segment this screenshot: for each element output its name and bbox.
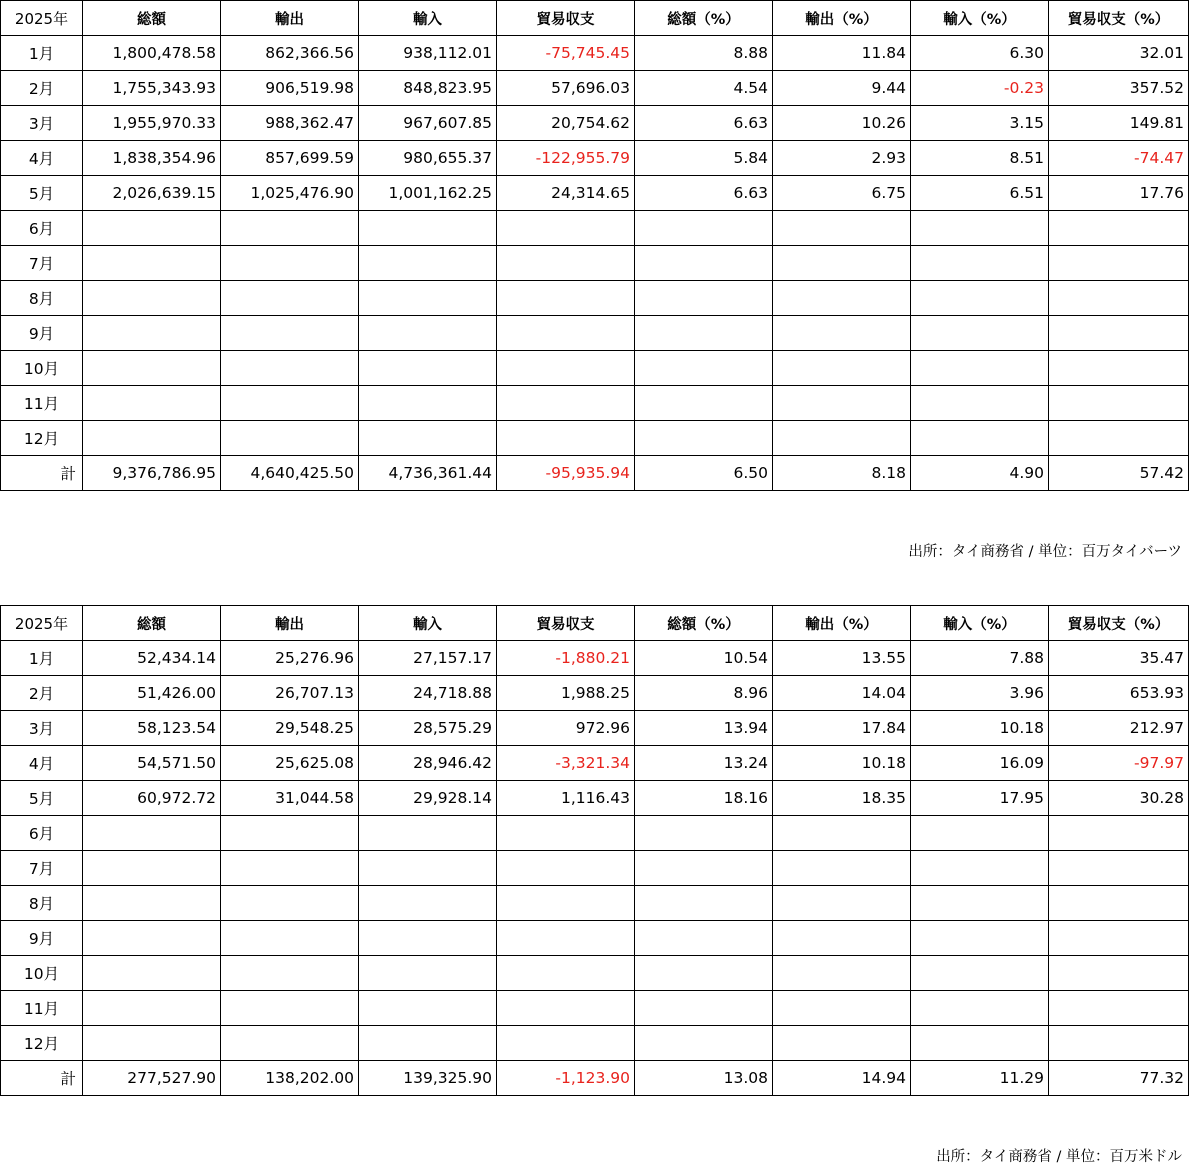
- table-cell: 17.84: [773, 711, 911, 746]
- table-cell: [635, 921, 773, 956]
- table-cell: [911, 851, 1049, 886]
- column-header: 貿易収支: [497, 1, 635, 36]
- column-header: 総額（%）: [635, 606, 773, 641]
- table-row: [1, 281, 1189, 316]
- table-cell: [773, 921, 911, 956]
- table-cell: 6.75: [773, 176, 911, 211]
- table-cell: 2.93: [773, 141, 911, 176]
- table-cell: [497, 351, 635, 386]
- table-cell: 31,044.58: [221, 781, 359, 816]
- table-cell: 9.44: [773, 71, 911, 106]
- table-cell: 29,928.14: [359, 781, 497, 816]
- table-cell: 13.94: [635, 711, 773, 746]
- table-cell: [635, 1026, 773, 1061]
- table-cell: 139,325.90: [359, 1061, 497, 1096]
- table-cell: [635, 316, 773, 351]
- table-cell: [1049, 281, 1189, 316]
- month-label: 9月: [1, 921, 83, 956]
- table-cell: [911, 921, 1049, 956]
- table-cell: 10.18: [911, 711, 1049, 746]
- column-header: 輸出: [221, 606, 359, 641]
- table-cell: [773, 351, 911, 386]
- table-cell: 13.24: [635, 746, 773, 781]
- table-cell: [83, 351, 221, 386]
- table-cell: [773, 386, 911, 421]
- table-row: [1, 886, 1189, 921]
- table-row: [1, 641, 1189, 676]
- table-cell: [221, 211, 359, 246]
- month-label: 1月: [1, 36, 83, 71]
- table-row: [1, 36, 1189, 71]
- month-label: 10月: [1, 351, 83, 386]
- month-label: 9月: [1, 316, 83, 351]
- table-cell: [773, 991, 911, 1026]
- table-cell: 60,972.72: [83, 781, 221, 816]
- table-cell: [635, 816, 773, 851]
- table-cell: [773, 211, 911, 246]
- table-cell: 25,625.08: [221, 746, 359, 781]
- table-row: [1, 176, 1189, 211]
- table-cell: [221, 851, 359, 886]
- column-header: 輸入: [359, 1, 497, 36]
- table-cell: [497, 246, 635, 281]
- column-header: 輸入（%）: [911, 606, 1049, 641]
- table-cell: [221, 886, 359, 921]
- table-cell: 13.08: [635, 1061, 773, 1096]
- table-cell: [635, 351, 773, 386]
- table-cell: [221, 351, 359, 386]
- table-cell: 20,754.62: [497, 106, 635, 141]
- table-cell: [221, 1026, 359, 1061]
- month-label: 12月: [1, 421, 83, 456]
- table-cell: [83, 281, 221, 316]
- table-cell: [83, 816, 221, 851]
- month-label: 4月: [1, 141, 83, 176]
- table-cell: [1049, 816, 1189, 851]
- table-cell: [497, 851, 635, 886]
- table-cell: [497, 386, 635, 421]
- table-row: [1, 851, 1189, 886]
- table-row: [1, 71, 1189, 106]
- table-cell: [911, 956, 1049, 991]
- table-cell: [635, 991, 773, 1026]
- table-cell: 1,838,354.96: [83, 141, 221, 176]
- table-cell: [359, 281, 497, 316]
- table-cell: 9,376,786.95: [83, 456, 221, 491]
- table-cell: 980,655.37: [359, 141, 497, 176]
- table-cell: 862,366.56: [221, 36, 359, 71]
- table-cell: 57,696.03: [497, 71, 635, 106]
- table-cell: [221, 246, 359, 281]
- table-cell: [359, 956, 497, 991]
- table-cell: 17.95: [911, 781, 1049, 816]
- table-cell: 51,426.00: [83, 676, 221, 711]
- table-row: [1, 746, 1189, 781]
- source-note-baht: 出所：タイ商務省 / 単位：百万タイバーツ: [908, 544, 1182, 560]
- month-label: 1月: [1, 641, 83, 676]
- table-cell: [359, 386, 497, 421]
- table-cell: 906,519.98: [221, 71, 359, 106]
- table-cell: [83, 921, 221, 956]
- table-cell: 6.63: [635, 106, 773, 141]
- table-row: [1, 711, 1189, 746]
- table-cell: [359, 1026, 497, 1061]
- table-body: [1, 641, 1189, 1096]
- table-cell: [1049, 1026, 1189, 1061]
- table-cell: 30.28: [1049, 781, 1189, 816]
- table-cell: [1049, 316, 1189, 351]
- table-cell: [911, 991, 1049, 1026]
- table-cell: [1049, 991, 1189, 1026]
- table-cell: -1,123.90: [497, 1061, 635, 1096]
- table-cell: [1049, 886, 1189, 921]
- table-cell: [83, 956, 221, 991]
- month-label: 10月: [1, 956, 83, 991]
- table-cell: 988,362.47: [221, 106, 359, 141]
- table-row: [1, 106, 1189, 141]
- table-cell: 8.51: [911, 141, 1049, 176]
- total-row: [1, 456, 1189, 491]
- table-cell: 5.84: [635, 141, 773, 176]
- column-header: 貿易収支（%）: [1049, 606, 1189, 641]
- table-cell: 8.18: [773, 456, 911, 491]
- source-note-usd: 出所：タイ商務省 / 単位：百万米ドル: [936, 1149, 1182, 1165]
- column-header: 総額: [83, 1, 221, 36]
- table-cell: [635, 421, 773, 456]
- table-cell: 11.29: [911, 1061, 1049, 1096]
- table-cell: 3.15: [911, 106, 1049, 141]
- table-cell: [1049, 421, 1189, 456]
- table-cell: 18.16: [635, 781, 773, 816]
- table-cell: [221, 991, 359, 1026]
- table-cell: 57.42: [1049, 456, 1189, 491]
- table-cell: -0.23: [911, 71, 1049, 106]
- table-cell: [1049, 921, 1189, 956]
- table-cell: 10.26: [773, 106, 911, 141]
- table-body: [1, 36, 1189, 491]
- table-cell: [635, 851, 773, 886]
- table-cell: 1,755,343.93: [83, 71, 221, 106]
- table-cell: 277,527.90: [83, 1061, 221, 1096]
- table-cell: [911, 886, 1049, 921]
- table-row: [1, 781, 1189, 816]
- table-cell: 54,571.50: [83, 746, 221, 781]
- table-row: [1, 816, 1189, 851]
- month-label: 8月: [1, 886, 83, 921]
- table-cell: [1049, 351, 1189, 386]
- table-cell: 6.30: [911, 36, 1049, 71]
- table-cell: -75,745.45: [497, 36, 635, 71]
- trade-table-usd: [0, 605, 1189, 1096]
- column-header: 輸出（%）: [773, 1, 911, 36]
- table-cell: [911, 421, 1049, 456]
- table-cell: [359, 351, 497, 386]
- table-cell: [911, 816, 1049, 851]
- table-cell: 8.88: [635, 36, 773, 71]
- table-cell: [911, 351, 1049, 386]
- table-cell: 25,276.96: [221, 641, 359, 676]
- table-cell: [773, 1026, 911, 1061]
- month-label: 7月: [1, 246, 83, 281]
- table-cell: [83, 1026, 221, 1061]
- total-label: 計: [1, 456, 83, 491]
- table-cell: 7.88: [911, 641, 1049, 676]
- table-cell: 2,026,639.15: [83, 176, 221, 211]
- total-row: [1, 1061, 1189, 1096]
- table-cell: [635, 886, 773, 921]
- column-header: 貿易収支（%）: [1049, 1, 1189, 36]
- trade-table-baht: [0, 0, 1189, 491]
- table-cell: [359, 246, 497, 281]
- table-cell: 14.04: [773, 676, 911, 711]
- table-cell: 27,157.17: [359, 641, 497, 676]
- table-cell: [911, 386, 1049, 421]
- month-label: 12月: [1, 1026, 83, 1061]
- table-cell: -3,321.34: [497, 746, 635, 781]
- table-row: [1, 141, 1189, 176]
- table-cell: [635, 956, 773, 991]
- header-year: 2025年: [1, 606, 83, 641]
- table-cell: [497, 886, 635, 921]
- column-header: 輸入: [359, 606, 497, 641]
- table-cell: 26,707.13: [221, 676, 359, 711]
- table-cell: -95,935.94: [497, 456, 635, 491]
- month-label: 6月: [1, 211, 83, 246]
- table-cell: 6.50: [635, 456, 773, 491]
- table-cell: [83, 316, 221, 351]
- table-cell: 3.96: [911, 676, 1049, 711]
- table-cell: 653.93: [1049, 676, 1189, 711]
- month-label: 2月: [1, 676, 83, 711]
- table-row: [1, 316, 1189, 351]
- table-row: [1, 991, 1189, 1026]
- table-cell: 17.76: [1049, 176, 1189, 211]
- table-cell: 1,025,476.90: [221, 176, 359, 211]
- table-cell: [1049, 956, 1189, 991]
- table-cell: [911, 1026, 1049, 1061]
- table-row: [1, 921, 1189, 956]
- column-header: 総額（%）: [635, 1, 773, 36]
- table-cell: 58,123.54: [83, 711, 221, 746]
- table-cell: [221, 816, 359, 851]
- table-cell: [773, 281, 911, 316]
- table-cell: 18.35: [773, 781, 911, 816]
- header-year: 2025年: [1, 1, 83, 36]
- table-cell: 357.52: [1049, 71, 1189, 106]
- table-cell: 16.09: [911, 746, 1049, 781]
- table-cell: [635, 211, 773, 246]
- table-cell: 28,946.42: [359, 746, 497, 781]
- table-cell: [221, 956, 359, 991]
- table-cell: 6.63: [635, 176, 773, 211]
- table-cell: 4,736,361.44: [359, 456, 497, 491]
- table-cell: [359, 851, 497, 886]
- table-cell: 1,116.43: [497, 781, 635, 816]
- month-label: 6月: [1, 816, 83, 851]
- table-cell: 24,718.88: [359, 676, 497, 711]
- table-cell: 35.47: [1049, 641, 1189, 676]
- column-header: 輸出（%）: [773, 606, 911, 641]
- table-cell: [1049, 246, 1189, 281]
- table-cell: 10.18: [773, 746, 911, 781]
- table-cell: [497, 816, 635, 851]
- table-cell: 848,823.95: [359, 71, 497, 106]
- table-cell: 857,699.59: [221, 141, 359, 176]
- month-label: 8月: [1, 281, 83, 316]
- month-label: 11月: [1, 386, 83, 421]
- table-cell: [221, 386, 359, 421]
- table-cell: [1049, 386, 1189, 421]
- table-cell: [1049, 851, 1189, 886]
- table-cell: 32.01: [1049, 36, 1189, 71]
- table-cell: 138,202.00: [221, 1061, 359, 1096]
- table-cell: [911, 246, 1049, 281]
- table-cell: [83, 211, 221, 246]
- table-cell: [221, 421, 359, 456]
- table-cell: 938,112.01: [359, 36, 497, 71]
- table-cell: [83, 386, 221, 421]
- table-row: [1, 421, 1189, 456]
- table-cell: [359, 211, 497, 246]
- column-header: 輸入（%）: [911, 1, 1049, 36]
- table-cell: 4.54: [635, 71, 773, 106]
- month-label: 11月: [1, 991, 83, 1026]
- table-cell: [83, 991, 221, 1026]
- table-cell: [773, 246, 911, 281]
- table-cell: [497, 211, 635, 246]
- table-cell: [497, 281, 635, 316]
- table-cell: [359, 921, 497, 956]
- table-cell: 77.32: [1049, 1061, 1189, 1096]
- table-cell: [773, 851, 911, 886]
- table-cell: [773, 956, 911, 991]
- table-cell: [359, 316, 497, 351]
- table-cell: [221, 281, 359, 316]
- table-cell: [83, 421, 221, 456]
- table-cell: [773, 816, 911, 851]
- table-cell: [221, 316, 359, 351]
- table-row: [1, 211, 1189, 246]
- table-cell: [83, 246, 221, 281]
- table-cell: [497, 421, 635, 456]
- column-header: 総額: [83, 606, 221, 641]
- table-cell: [635, 281, 773, 316]
- table-cell: [359, 421, 497, 456]
- table-cell: [83, 886, 221, 921]
- table-cell: [911, 316, 1049, 351]
- month-label: 2月: [1, 71, 83, 106]
- table-cell: 1,001,162.25: [359, 176, 497, 211]
- table-cell: [497, 316, 635, 351]
- table-cell: 1,955,970.33: [83, 106, 221, 141]
- table-cell: [635, 386, 773, 421]
- table-cell: [773, 886, 911, 921]
- table-row: [1, 956, 1189, 991]
- table-cell: [359, 886, 497, 921]
- table-cell: 1,988.25: [497, 676, 635, 711]
- table-cell: 212.97: [1049, 711, 1189, 746]
- table-cell: 24,314.65: [497, 176, 635, 211]
- header-row: [1, 606, 1189, 641]
- table-cell: -1,880.21: [497, 641, 635, 676]
- total-label: 計: [1, 1061, 83, 1096]
- table-cell: 4,640,425.50: [221, 456, 359, 491]
- header-row: [1, 1, 1189, 36]
- table-cell: 10.54: [635, 641, 773, 676]
- table-cell: 52,434.14: [83, 641, 221, 676]
- table-cell: [1049, 211, 1189, 246]
- table-row: [1, 246, 1189, 281]
- table-cell: 28,575.29: [359, 711, 497, 746]
- column-header: 輸出: [221, 1, 359, 36]
- table-cell: -97.97: [1049, 746, 1189, 781]
- table-cell: [497, 991, 635, 1026]
- table-cell: 972.96: [497, 711, 635, 746]
- table-row: [1, 1026, 1189, 1061]
- table-cell: 13.55: [773, 641, 911, 676]
- table-cell: [359, 816, 497, 851]
- month-label: 7月: [1, 851, 83, 886]
- table-cell: 967,607.85: [359, 106, 497, 141]
- table-cell: 6.51: [911, 176, 1049, 211]
- table-cell: [773, 316, 911, 351]
- table-cell: 14.94: [773, 1061, 911, 1096]
- table-cell: [359, 991, 497, 1026]
- table-cell: 8.96: [635, 676, 773, 711]
- table-cell: [635, 246, 773, 281]
- table-cell: [911, 281, 1049, 316]
- month-label: 3月: [1, 106, 83, 141]
- column-header: 貿易収支: [497, 606, 635, 641]
- table-row: [1, 386, 1189, 421]
- table-row: [1, 676, 1189, 711]
- table-cell: [497, 956, 635, 991]
- month-label: 3月: [1, 711, 83, 746]
- table-cell: [497, 1026, 635, 1061]
- table-cell: [497, 921, 635, 956]
- table-cell: 11.84: [773, 36, 911, 71]
- table-cell: 29,548.25: [221, 711, 359, 746]
- table-cell: 1,800,478.58: [83, 36, 221, 71]
- table-row: [1, 351, 1189, 386]
- table-cell: [773, 421, 911, 456]
- month-label: 5月: [1, 781, 83, 816]
- table-cell: [83, 851, 221, 886]
- table-cell: [911, 211, 1049, 246]
- table-cell: [221, 921, 359, 956]
- month-label: 5月: [1, 176, 83, 211]
- table-cell: 149.81: [1049, 106, 1189, 141]
- table-cell: -122,955.79: [497, 141, 635, 176]
- table-cell: -74.47: [1049, 141, 1189, 176]
- month-label: 4月: [1, 746, 83, 781]
- table-cell: 4.90: [911, 456, 1049, 491]
